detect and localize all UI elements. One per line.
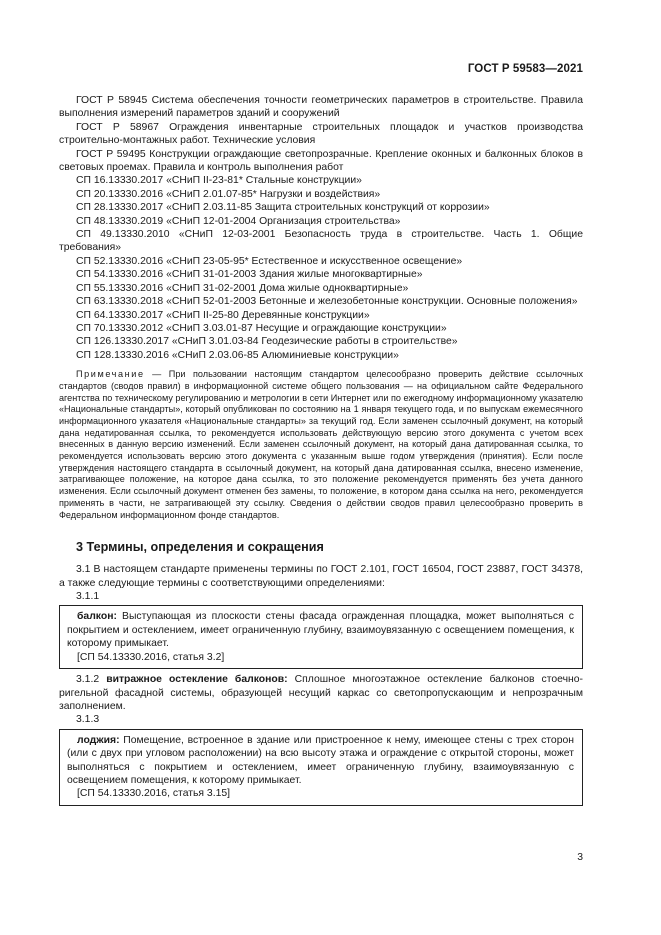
references-list: [59, 94, 583, 362]
reference-item: СП 70.13330.2012 «СНиП 3.03.01-87 Несущие и ограждающие конструкции»: [76, 322, 447, 334]
definition-box: [59, 729, 583, 806]
section-intro: 3.1 В настоящем стандарте применены термины по ГОСТ 2.101, ГОСТ 16504, ГОСТ 23887, ГОСТ 34378, а также следующие термины с соответствующими определениями:: [59, 564, 583, 589]
definition-box: [59, 605, 583, 669]
page-number: 3: [577, 852, 583, 863]
reference-item: СП 28.13330.2017 «СНиП 2.03.11-85 Защита строительных конструкций от коррозии»: [76, 202, 490, 214]
document-number: ГОСТ Р 59583—2021: [467, 63, 583, 75]
term-name: балкон:: [77, 611, 117, 623]
reference-item: СП 20.13330.2016 «СНиП 2.01.07-85* Нагрузки и воздействия»: [76, 188, 381, 200]
reference-item: СП 48.13330.2019 «СНиП 12-01-2004 Организация строительства»: [76, 215, 401, 227]
definition-text: [67, 610, 574, 650]
reference-item: СП 16.13330.2017 «СНиП II-23-81* Стальные конструкции»: [76, 175, 362, 187]
note-paragraph: [59, 369, 583, 521]
reference-item: ГОСТ Р 58967 Ограждения инвентарные строительных площадок и участков производства строительно-монтажных работ. Технические условия: [59, 121, 583, 147]
note-text: — При пользовании настоящим стандартом целесообразно проверить действие ссылочных стандартов (сводов правил) в информационной системе общего пользования — на официальном сайте Федерального агентства по техническому регулированию и метрологии в сети Интернет или по ежегодному информационному указателю «Национальные стандарты», который опубликован по состоянию на 1 января текущего года, и по выпускам ежемесячного информационного указателя «Национальные стандарты» за текущий год. Если заменен ссылочный документ, на который дана недатированная ссылка, то рекомендуется использовать действующую версию этого документа с учетом всех внесенных в данную версию изменений. Если заменен ссылочный документ, на который дана датированная ссылка, то рекомендуется использовать версию этого документа с указанным выше годом утверждения (принятия). Если после утверждения настоящего стандарта в ссылочный документ, на который дана датированная ссылка, внесено изменение, затрагивающее положение, на которое дана ссылка, то это положение рекомендуется применять без учета данного изменения. Если ссылочный документ отменен без замены, то положение, в котором дана ссылка на него, рекомендуется применять в части, не затрагивающей эту ссылку. Сведения о действии сводов правил целесообразно проверить в Федеральном информационном фонде стандартов.: [59, 369, 583, 520]
page-content: [59, 94, 583, 810]
term-name: лоджия:: [77, 734, 120, 746]
reference-item: СП 128.13330.2016 «СНиП 2.03.06-85 Алюминиевые конструкции»: [76, 349, 399, 361]
term-number: 3.1.2: [76, 674, 100, 686]
note-label: Примечание: [76, 369, 145, 380]
term-number: 3.1.1: [76, 591, 100, 603]
definition-text: [67, 734, 574, 788]
reference-item: СП 63.13330.2018 «СНиП 52-01-2003 Бетонные и железобетонные конструкции. Основные положения»: [76, 296, 578, 308]
reference-item: ГОСТ Р 59495 Конструкции ограждающие светопрозрачные. Крепление оконных и балконных блоков в световых проемах. Правила и контроль выполнения работ: [59, 148, 583, 174]
section-heading: 3 Термины, определения и сокращения: [76, 540, 324, 555]
reference-item: СП 126.13330.2017 «СНиП 3.01.03-84 Геодезические работы в строительстве»: [76, 336, 458, 348]
definition-paragraph: [59, 673, 583, 713]
term-definition: Сплошное многоэтажное остекление балконов стоечно-ригельной фасадной системы, образующей несущий каркас со светопропускающим и непрозрачным заполнением.: [59, 674, 583, 712]
reference-item: СП 64.13330.2017 «СНиП II-25-80 Деревянные конструкции»: [76, 309, 370, 321]
term-number: 3.1.3: [76, 714, 100, 726]
reference-item: СП 54.13330.2016 «СНиП 31-01-2003 Здания жилые многоквартирные»: [76, 269, 423, 281]
definition-source: [СП 54.13330.2016, статья 3.15]: [77, 788, 231, 800]
definition-source: [СП 54.13330.2016, статья 3.2]: [77, 651, 225, 663]
reference-item: СП 52.13330.2016 «СНиП 23-05-95* Естественное и искусственное освещение»: [76, 255, 463, 267]
term-definition: Помещение, встроенное в здание или пристроенное к нему, имеющее стены с трех сторон (или с двух при угловом расположении) на всю высоту этажа и ограждение с открытой стороны, может выполняться с покрытием и остеклением, имеет ограниченную глубину, взаимоувязанную с освещением помещения, к которому примыкает.: [67, 734, 574, 786]
term-definition: Выступающая из плоскости стены фасада огражденная площадка, может выполняться с покрытием и остеклением, имеет ограниченную глубину, взаимоувязанную с освещением помещения, к которому примыкает.: [67, 611, 574, 650]
reference-item: ГОСТ Р 58945 Система обеспечения точности геометрических параметров в строительстве. Правила выполнения измерений параметров зданий и сооружений: [59, 95, 583, 120]
term-name: витражное остекление балконов:: [106, 674, 288, 686]
reference-item: СП 55.13330.2016 «СНиП 31-02-2001 Дома жилые одноквартирные»: [76, 282, 409, 294]
reference-item: СП 49.13330.2010 «СНиП 12-03-2001 Безопасность труда в строительстве. Часть 1. Общие требования»: [59, 229, 583, 254]
